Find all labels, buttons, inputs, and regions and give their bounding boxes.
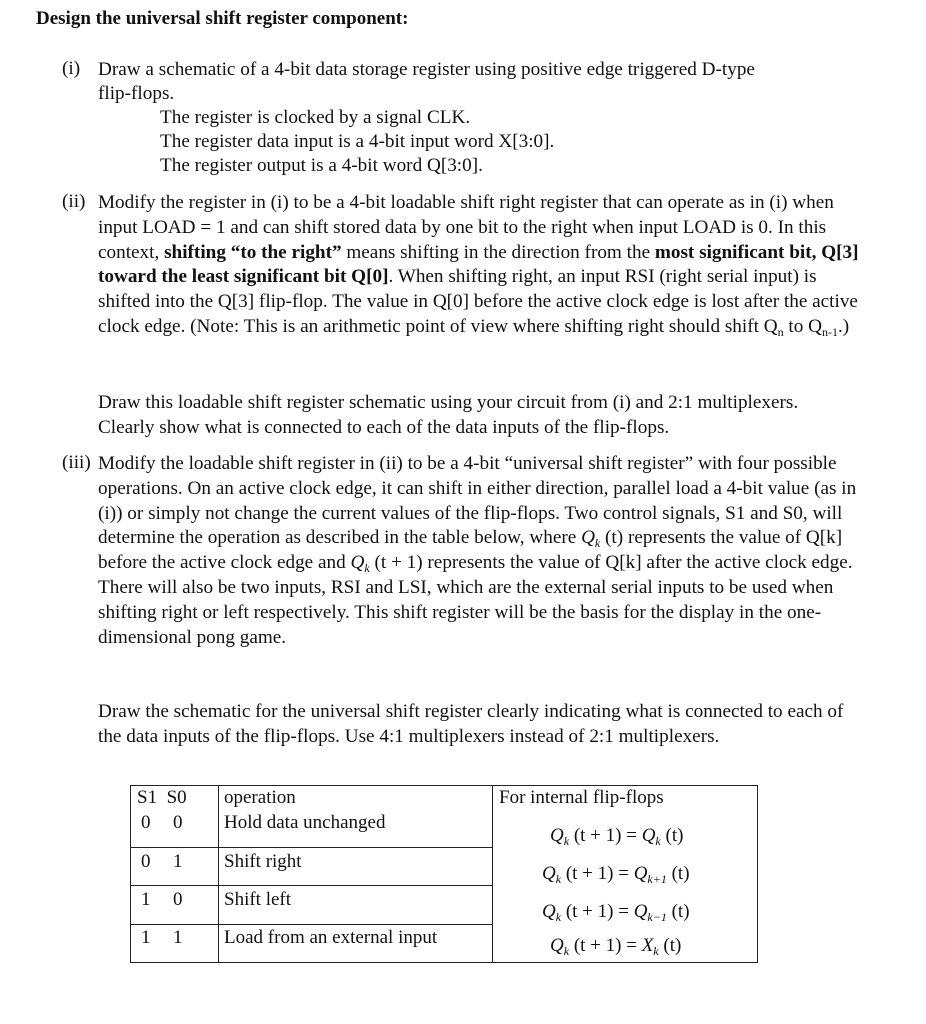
row-3-s1: 1 (141, 927, 151, 948)
row-3-equation: $Q_k$ $(t + 1) = X_k$ (t) (550, 935, 682, 958)
table-border-top (130, 785, 758, 786)
row-2-operation: Shift left (224, 889, 292, 910)
part1-text-line1: Draw a schematic of a 4-bit data storage register using positive edge triggered D-type (98, 59, 755, 80)
table-border-right (757, 785, 758, 963)
row-0-s0: 0 (173, 812, 183, 833)
part1-detail-input: The register data input is a 4-bit input word X[3:0]. (160, 131, 555, 152)
header-operation: operation (224, 787, 296, 808)
part1-details (160, 106, 554, 178)
part3-draw-text: Draw the schematic for the universal shift register clearly indicating what is connected to each of the data inputs of the flip-flops. Use 4:1 multiplexers instead of 2:1 multiplexers. (98, 701, 844, 747)
row-2-equation: $Q_k$ $(t + 1) = Q_{k-1}$ (t) (542, 901, 690, 924)
row-0-operation: Hold data unchanged (224, 812, 386, 833)
page-title: Design the universal shift register component: (36, 8, 409, 29)
table-col-divider (492, 785, 493, 963)
part1-detail-clk: The register is clocked by a signal CLK. (160, 107, 471, 128)
part3-text: Modify the loadable shift register in (ii) to be a 4-bit “universal shift register” with four possible operations. On an active clock edge, it can shift in either direction, parallel load a 4-bit value (as in (i)) or simply not change the current values of the flip-flops. Two control signals, S1 and S0, will determine the operation as described in the table below, where $Q_k$ (t) represents the value of Q[k] before the active clock edge and $Q_k$ (t + 1) represents the value of Q[k] after the active clock edge. There will also be two inputs, RSI and LSI, which are the external serial inputs to be used when shifting right or left respectively. This shift register will be the basis for the display in the one-dimensional pong game. (98, 453, 857, 648)
row-0-s1: 0 (141, 812, 151, 833)
part3-label: (iii) (62, 452, 91, 473)
row-3-operation: Load from an external input (224, 927, 438, 948)
table-col-divider (218, 785, 219, 963)
part1-text-line2: flip-flops. (98, 83, 175, 104)
table-border-bottom (130, 962, 758, 963)
header-s1s0: S1 S0 (137, 787, 187, 808)
row-1-s1: 0 (141, 851, 151, 872)
row-1-operation: Shift right (224, 851, 302, 872)
row-2-s0: 0 (173, 889, 183, 910)
table-row-divider (130, 885, 492, 886)
table-row-divider (130, 847, 492, 848)
operation-table (130, 785, 757, 963)
row-0-equation: $Q_k$ $(t + 1) = Q_k$ (t) (550, 825, 684, 848)
table-row-divider (130, 924, 492, 925)
part1-detail-output: The register output is a 4-bit word Q[3:0]. (160, 155, 483, 176)
row-1-equation: $Q_k$ $(t + 1) = Q_{k+1}$ (t) (542, 863, 690, 886)
part2-text: Modify the register in (i) to be a 4-bit loadable shift right register that can operate as in (i) when input LOAD = 1 and can shift stored data by one bit to the right when input LOAD is 0. In this context, shifting “to the right” means shifting in the direction from the most significant bit, Q[3] toward the least significant bit Q[0]. When shifting right, an input RSI (right serial input) is shifted into the Q[3] flip-flop. The value in Q[0] before the active clock edge is lost after the active clock edge. (Note: This is an arithmetic point of view where shifting right should shift $Q_n$ to $Q_{n-1}$.) (98, 192, 859, 339)
row-2-s1: 1 (141, 889, 151, 910)
part1-label: (i) (62, 58, 81, 79)
part2-label: (ii) (62, 191, 86, 212)
part2-bold-right: shifting “to the right” (164, 241, 342, 263)
row-1-s0: 1 (173, 851, 183, 872)
row-3-s0: 1 (173, 927, 183, 948)
part2-draw-text: Draw this loadable shift register schematic using your circuit from (i) and 2:1 multiplexers. Clearly show what is connected to each of the data inputs of the flip-flops. (98, 392, 799, 438)
part2-bold-msb: most significant bit, Q[3] toward the least significant bit Q[0] (98, 241, 859, 288)
header-internal: For internal flip-flops (499, 787, 664, 808)
table-border-left (130, 785, 131, 963)
